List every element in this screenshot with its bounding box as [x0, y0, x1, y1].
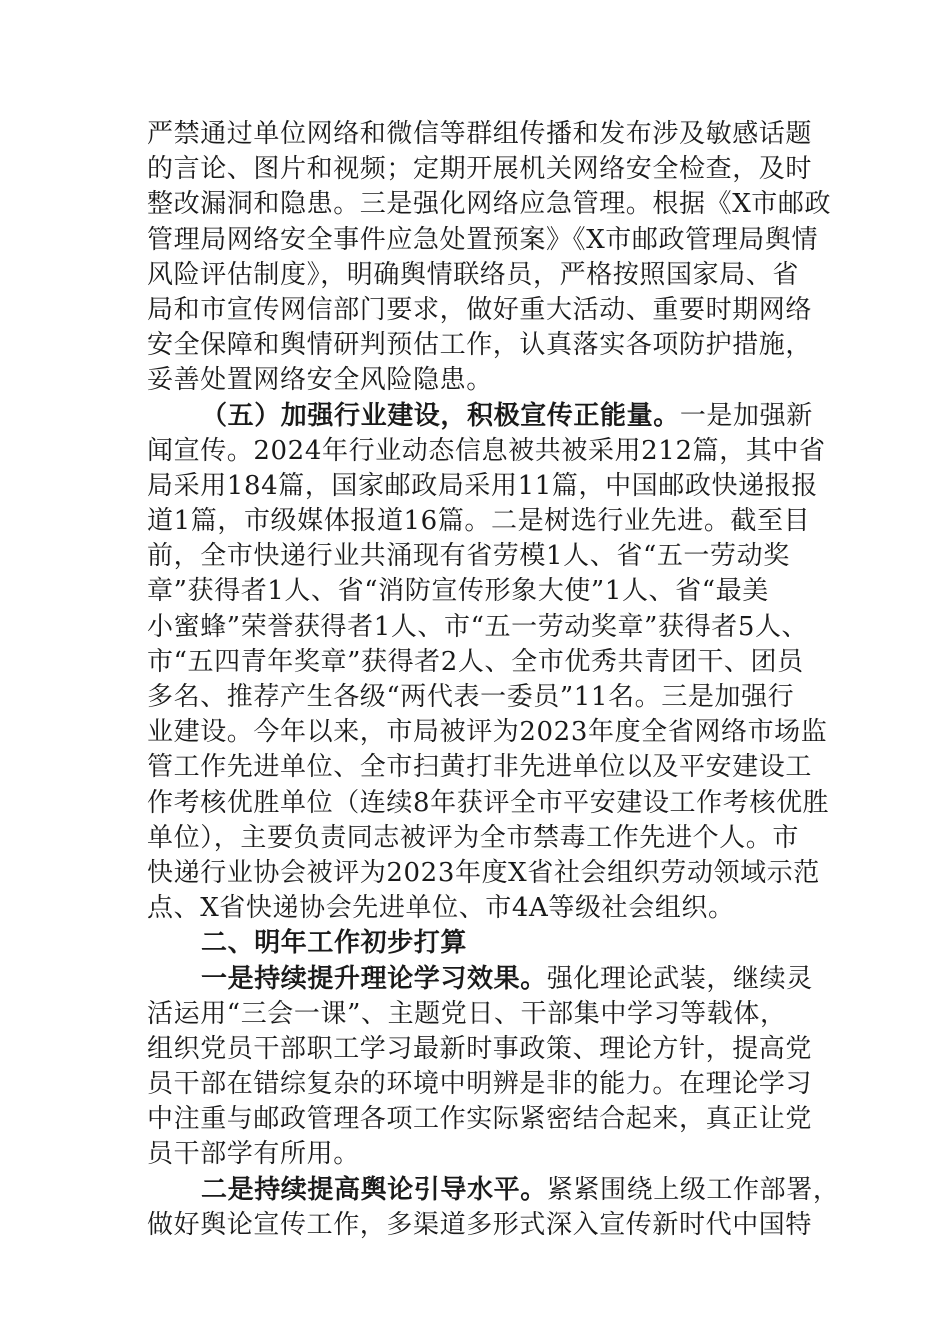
paragraph-first-line	[147, 399, 827, 434]
text-line: 管理局网络安全事件应急处置预案》《X市邮政管理局舆情	[147, 224, 819, 255]
text-line: 组织党员干部职工学习最新时事政策、理论方针，提高党	[147, 1033, 813, 1064]
text-span: 强化理论武装，继续灵	[546, 963, 813, 994]
text-line: 整改漏洞和隐患。三是强化网络应急管理。根据《X市邮政	[147, 189, 832, 220]
text-line: 活运用“三会一课”、主题党日、干部集中学习等载体，	[147, 998, 787, 1029]
text-line: 章”获得者1人、省“消防宣传形象大使”1人、省“最美	[147, 576, 769, 607]
text-line: 管工作先进单位、全市扫黄打非先进单位以及平安建设工	[147, 752, 813, 783]
subsection-heading: （五）加强行业建设，积极宣传正能量。	[201, 400, 680, 431]
text-line: 闻宣传。2024年行业动态信息被共被采用212篇，其中省	[147, 435, 826, 466]
text-line: 道1篇，市级媒体报道16篇。二是树选行业先进。截至目	[147, 506, 811, 537]
text-span: 一是加强新	[679, 400, 813, 431]
paragraph-first-line	[147, 962, 827, 997]
section-heading: 二、明年工作初步打算	[201, 928, 468, 959]
document-body	[147, 117, 840, 1243]
paragraph-first-line	[147, 1173, 840, 1208]
text-line: 妥善处置网络安全风险隐患。	[147, 365, 493, 396]
text-line: 风险评估制度》，明确舆情联络员，严格按照国家局、省	[147, 259, 800, 290]
paragraph-lead: 一是持续提升理论学习效果。	[201, 963, 547, 994]
text-line: 严禁通过单位网络和微信等群组传播和发布涉及敏感话题	[147, 119, 813, 149]
text-line: 局和市宣传网信部门要求，做好重大活动、重要时期网络	[147, 294, 813, 325]
text-line: 员干部学有所用。	[147, 1139, 360, 1170]
text-line: 前，全市快递行业共涌现有省劳模1人、省“五一劳动奖	[147, 541, 790, 572]
text-line: 局采用184篇，国家邮政局采用11篇，中国邮政快递报报	[147, 470, 818, 501]
text-line: 快递行业协会被评为2023年度X省社会组织劳动领域示范	[147, 857, 820, 888]
text-line: 点、X省快递协会先进单位、市4A等级社会组织。	[147, 893, 735, 924]
text-line: 业建设。今年以来，市局被评为2023年度全省网络市场监	[147, 717, 828, 748]
text-line: 中注重与邮政管理各项工作实际紧密结合起来，真正让党	[147, 1104, 813, 1135]
text-line: 小蜜蜂”荣誉获得者1人、市“五一劳动奖章”获得者5人、	[147, 611, 809, 642]
text-span: 紧紧围绕上级工作部署，	[546, 1174, 840, 1205]
text-line: 安全保障和舆情研判预估工作，认真落实各项防护措施，	[147, 330, 813, 361]
text-line: 市“五四青年奖章”获得者2人、全市优秀共青团干、团员	[147, 646, 804, 677]
text-line: 多名、推荐产生各级“两代表一委员”11名。三是加强行	[147, 682, 795, 712]
text-line: 员干部在错综复杂的环境中明辨是非的能力。在理论学习	[147, 1069, 813, 1100]
text-line: 做好舆论宣传工作，多渠道多形式深入宣传新时代中国特	[147, 1209, 813, 1240]
text-line: 的言论、图片和视频；定期开展机关网络安全检查，及时	[147, 154, 813, 185]
paragraph-lead: 二是持续提高舆论引导水平。	[201, 1174, 547, 1205]
text-line: 作考核优胜单位（连续8年获评全市平安建设工作考核优胜	[147, 787, 830, 818]
text-line: 单位），主要负责同志被评为全市禁毒工作先进个人。市	[147, 822, 800, 853]
